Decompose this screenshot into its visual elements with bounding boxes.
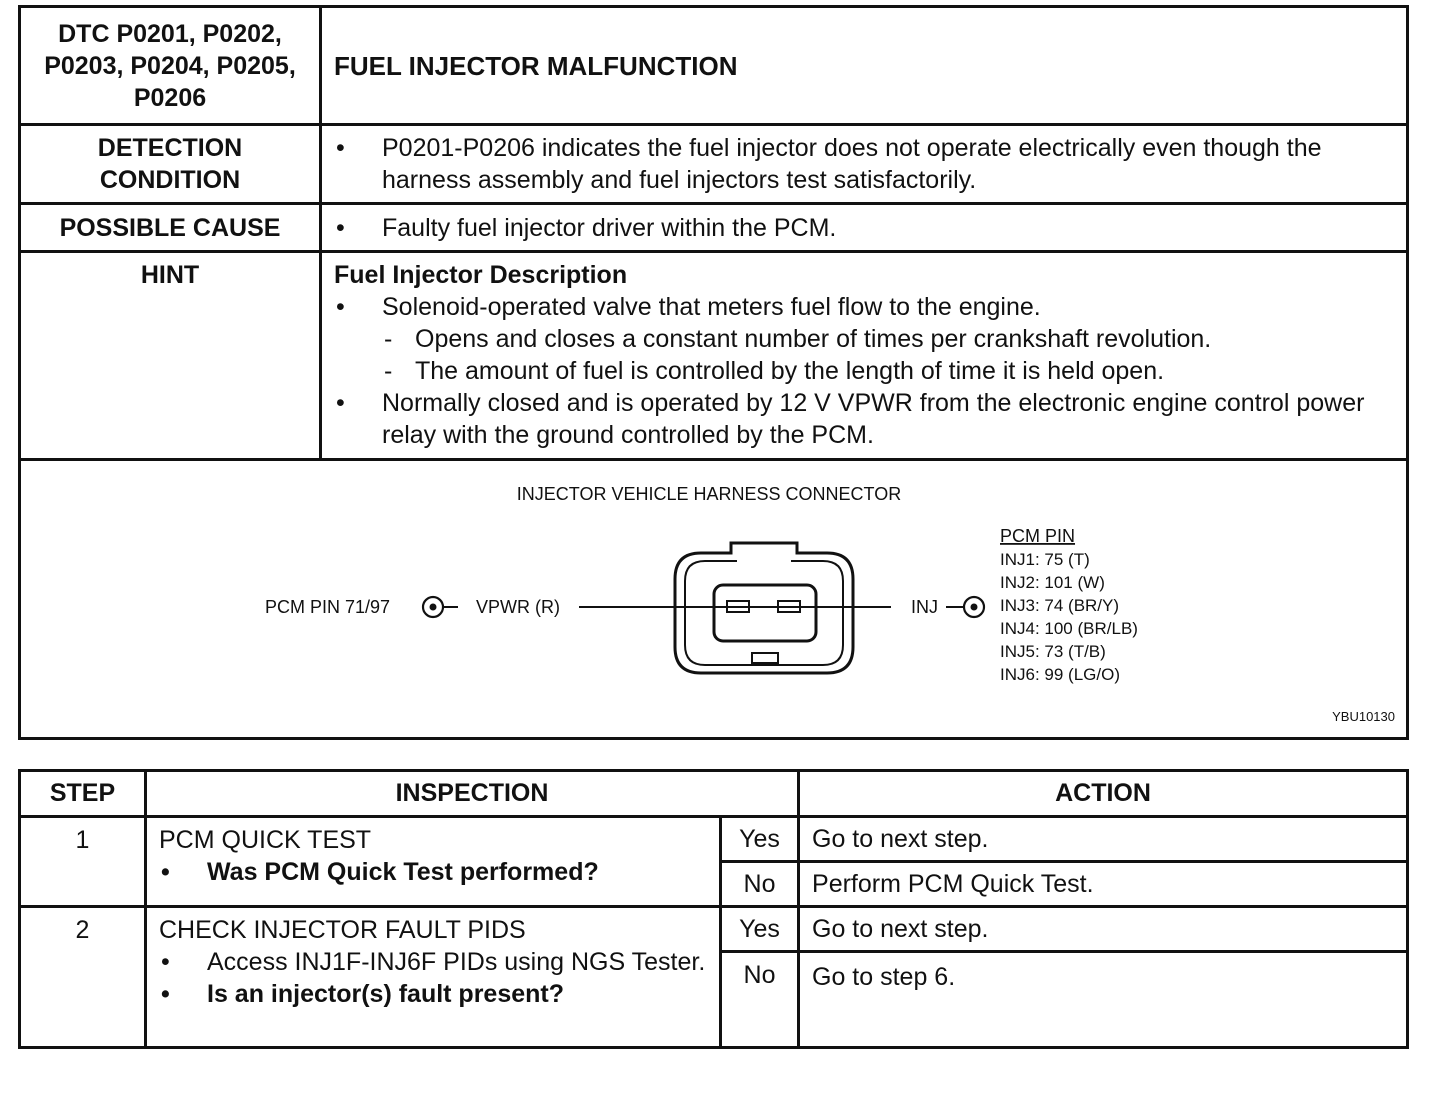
step-number: 2: [20, 907, 146, 1048]
right-terminal-icon: [946, 597, 984, 617]
figure-code: YBU10130: [1332, 709, 1395, 724]
inspection-cell: [146, 817, 721, 907]
page-title: FUEL INJECTOR MALFUNCTION: [321, 7, 1408, 125]
inspection-steps-table: [18, 769, 1409, 1049]
pin-inj1: INJ1: 75 (T): [1000, 550, 1090, 569]
cause-label: POSSIBLE CAUSE: [20, 204, 321, 252]
hint-sub-1: - Opens and closes a constant number of times per crankshaft revolution.: [382, 323, 1394, 355]
hint-bullet-1: [334, 291, 1394, 387]
inspection-header: INSPECTION: [146, 771, 799, 817]
left-pcm-pin-label: PCM PIN 71/97: [265, 597, 391, 617]
step-number: 1: [20, 817, 146, 907]
no-label: No: [721, 862, 799, 907]
pin-inj6: INJ6: 99 (LG/O): [1000, 665, 1120, 684]
inspection-question: • Is an injector(s) fault present?: [159, 978, 707, 1010]
connector-diagram: [20, 460, 1408, 739]
inspection-question: • Was PCM Quick Test performed?: [159, 856, 707, 888]
hint-heading: Fuel Injector Description: [334, 261, 628, 289]
inspection-cell: [146, 907, 721, 1048]
no-action: Go to step 6.: [799, 952, 1408, 1048]
step-header: STEP: [20, 771, 146, 817]
no-label: No: [721, 952, 799, 1048]
diagram-title: INJECTOR VEHICLE HARNESS CONNECTOR: [516, 484, 902, 504]
detection-text: [321, 125, 1408, 204]
cause-text: [321, 204, 1408, 252]
dtc-info-table: [18, 5, 1409, 740]
pin-inj5: INJ5: 73 (T/B): [1000, 642, 1106, 661]
step-row-1: [20, 817, 1408, 862]
yes-action: Go to next step.: [799, 907, 1408, 952]
connector-diagram-svg: [21, 461, 1409, 737]
no-action: Perform PCM Quick Test.: [799, 862, 1408, 907]
left-terminal-icon: [423, 597, 458, 617]
hint-label: HINT: [20, 252, 321, 460]
right-wire-label: INJ: [911, 597, 938, 617]
yes-action: Go to next step.: [799, 817, 1408, 862]
dtc-codes: DTC P0201, P0202, P0203, P0204, P0205, P0206: [20, 7, 321, 125]
yes-label: Yes: [721, 817, 799, 862]
pcm-pin-header: PCM PIN: [1000, 526, 1076, 546]
inspection-title: PCM QUICK TEST: [159, 826, 372, 854]
action-header: ACTION: [799, 771, 1408, 817]
inspection-title: CHECK INJECTOR FAULT PIDS: [159, 916, 526, 944]
cause-bullet: • Faulty fuel injector driver within the PCM.: [334, 212, 1394, 244]
pin-inj3: INJ3: 74 (BR/Y): [1000, 596, 1120, 615]
yes-label: Yes: [721, 907, 799, 952]
inspection-bullet: • Access INJ1F-INJ6F PIDs using NGS Tester.: [159, 946, 707, 978]
detection-label: DETECTION CONDITION: [20, 125, 321, 204]
hint-sub-2: - The amount of fuel is controlled by the length of time it is held open.: [382, 355, 1394, 387]
left-wire-label: VPWR (R): [476, 597, 560, 617]
step-row-2: [20, 907, 1408, 952]
pin-inj4: INJ4: 100 (BR/LB): [1000, 619, 1138, 638]
detection-bullet: • P0201-P0206 indicates the fuel injector does not operate electrically even though the harness assembly and fuel injectors test satisfactorily.: [334, 132, 1394, 196]
hint-bullet-1-text: Solenoid-operated valve that meters fuel flow to the engine.: [382, 293, 1041, 321]
hint-bullet-2: • Normally closed and is operated by 12 V VPWR from the electronic engine control power relay with the ground controlled by the PCM.: [334, 387, 1394, 451]
hint-text: [321, 252, 1408, 460]
pin-inj2: INJ2: 101 (W): [1000, 573, 1105, 592]
